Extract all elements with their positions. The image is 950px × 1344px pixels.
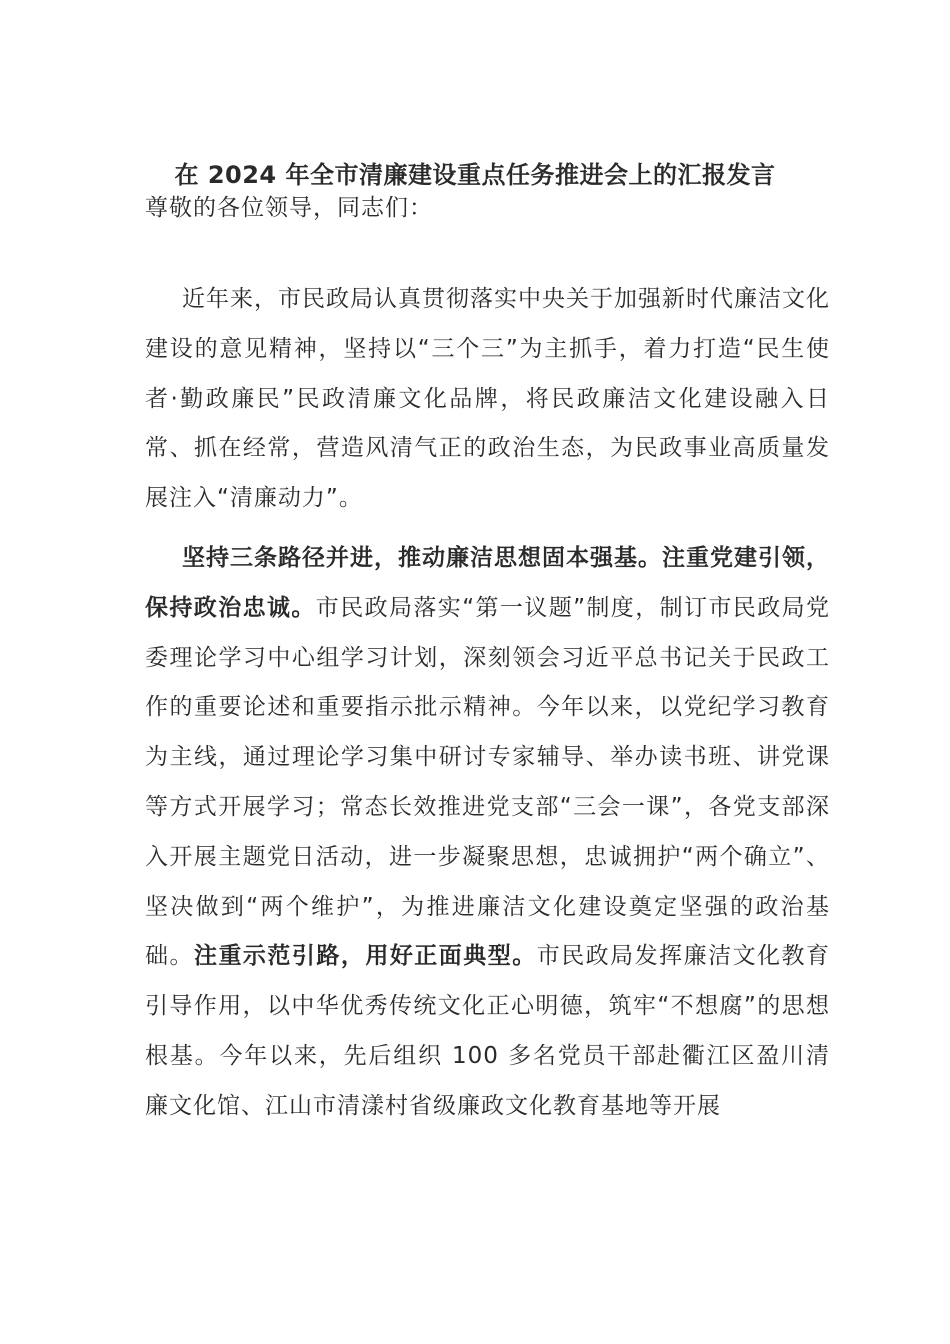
subsection-text-exemplary: 市民政局发挥廉洁文化教育引导作用，以中华优秀传统文化正心明德，筑牢“不想腐”的思想根基。今年以来，先后组织 100 多名党员干部赴衢江区盈川清廉文化馆、江山市清漾村省级廉政文化教育基地等开展 [145,943,831,1119]
paragraph-intro-text: 近年来，市民政局认真贯彻落实中央关于加强新时代廉洁文化建设的意见精神，坚持以“三个三”为主抓手，着力打造“民生使者·勤政廉民”民政清廉文化品牌，将民政廉洁文化建设融入日常、抓在经常，营造风清气正的政治生态，为民政事业高质量发展注入“清廉动力”。 [145,286,830,512]
subsection-heading-party-building: 注重党建引领，保持政治忠诚。 [145,545,830,621]
subsection-heading-exemplary: 注重示范引路，用好正面典型。 [193,943,537,970]
subsection-text-party-building: 市民政局落实“第一议题”制度，制订市民政局党委理论学习中心组学习计划，深刻领会习近平总书记关于民政工作的重要论述和重要指示批示精神。今年以来，以党纪学习教育为主线，通过理论学习集中研讨专家辅导、举办读书班、讲党课等方式开展学习；常态长效推进党支部“三会一课”，各党支部深入开展主题党日活动，进一步凝聚思想，忠诚拥护“两个确立”、坚决做到“两个维护”，为推进廉洁文化建设奠定坚强的政治基础。 [145,594,830,970]
paragraph-intro [145,275,830,524]
document-title: 在 2024 年全市清廉建设重点任务推进会上的汇报发言 [174,161,776,189]
section-heading: 坚持三条路径并进，推动廉洁思想固本强基。 [182,545,662,571]
salutation: 尊敬的各位领导，同志们： [145,195,433,221]
paragraph-section-one [145,534,830,1132]
